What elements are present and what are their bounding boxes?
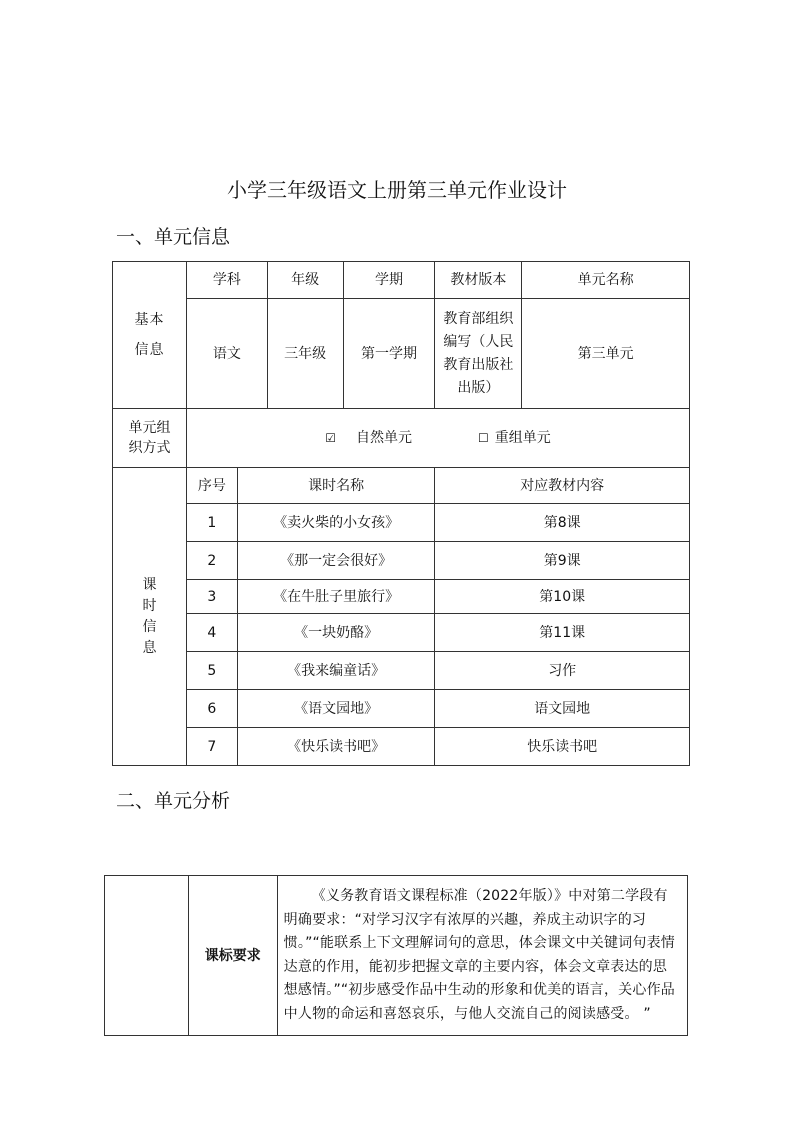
lesson-number: 1 — [186, 504, 237, 542]
lesson-row — [113, 614, 690, 652]
lesson-name: 《快乐读书吧》 — [237, 728, 435, 766]
lesson-number: 7 — [186, 728, 237, 766]
organization-options — [186, 409, 689, 468]
lesson-number: 5 — [186, 652, 237, 690]
lesson-content: 习作 — [435, 652, 690, 690]
lesson-row — [113, 652, 690, 690]
organization-label: 单元组织方式 — [113, 409, 187, 468]
lesson-name: 《语文园地》 — [237, 690, 435, 728]
lesson-number: 4 — [186, 614, 237, 652]
lesson-content: 第9课 — [435, 542, 690, 580]
value-textbook-edition: 教育部组织编写（人民教育出版社出版） — [435, 299, 522, 409]
checked-checkbox-icon: ☑ — [325, 431, 336, 445]
header-textbook-edition: 教材版本 — [435, 262, 522, 299]
lesson-name: 《一块奶酪》 — [237, 614, 435, 652]
unit-info-table — [112, 261, 690, 766]
lesson-content: 语文园地 — [435, 690, 690, 728]
header-grade: 年级 — [267, 262, 343, 299]
header-semester: 学期 — [343, 262, 435, 299]
lesson-content: 快乐读书吧 — [435, 728, 690, 766]
section-heading-unit-info: 一、单元信息 — [116, 226, 231, 248]
unchecked-checkbox-icon: ☐ — [477, 431, 489, 445]
basic-info-label: 基本信息 — [113, 262, 187, 409]
unit-analysis-table — [104, 875, 688, 1036]
lesson-row — [113, 580, 690, 614]
lesson-number: 6 — [186, 690, 237, 728]
value-semester: 第一学期 — [343, 299, 435, 409]
value-unit-name: 第三单元 — [522, 299, 690, 409]
option-natural-unit: 自然单元 — [355, 430, 412, 446]
value-subject: 语文 — [186, 299, 267, 409]
header-textbook-content: 对应教材内容 — [435, 468, 690, 504]
lesson-name: 《在牛肚子里旅行》 — [237, 580, 435, 614]
lesson-row — [113, 542, 690, 580]
lesson-row — [113, 504, 690, 542]
curriculum-standard-label: 课标要求 — [188, 876, 277, 1036]
curriculum-standard-text: 《义务教育语文课程标准（2022年版）》中对第二学段有明确要求：“对学习汉字有浓厚的兴趣，养成主动识字的习惯。”“能联系上下文理解词句的意思，体会课文中关键词句表情达意的作用，能初步把握文章的主要内容，体会文章表达的思想感情。”“初步感受作品中生动的形象和优美的语言，关心作品中人物的命运和喜怒哀乐，与他人交流自己的阅读感受。 ” — [277, 876, 687, 1036]
lesson-name: 《卖火柴的小女孩》 — [237, 504, 435, 542]
lesson-name: 《那一定会很好》 — [237, 542, 435, 580]
header-unit-name: 单元名称 — [522, 262, 690, 299]
lesson-content: 第10课 — [435, 580, 690, 614]
lesson-info-label: 课时信息 — [113, 468, 187, 766]
lesson-number: 3 — [186, 580, 237, 614]
lesson-number: 2 — [186, 542, 237, 580]
header-subject: 学科 — [186, 262, 267, 299]
document-title: 小学三年级语文上册第三单元作业设计 — [227, 178, 567, 202]
header-lesson-name: 课时名称 — [237, 468, 435, 504]
analysis-empty-cell — [105, 876, 189, 1036]
value-grade: 三年级 — [267, 299, 343, 409]
header-number: 序号 — [186, 468, 237, 504]
lesson-row — [113, 690, 690, 728]
lesson-content: 第8课 — [435, 504, 690, 542]
lesson-name: 《我来编童话》 — [237, 652, 435, 690]
section-heading-unit-analysis: 二、单元分析 — [116, 790, 231, 812]
option-regroup-unit: 重组单元 — [494, 430, 551, 446]
lesson-content: 第11课 — [435, 614, 690, 652]
lesson-row — [113, 728, 690, 766]
